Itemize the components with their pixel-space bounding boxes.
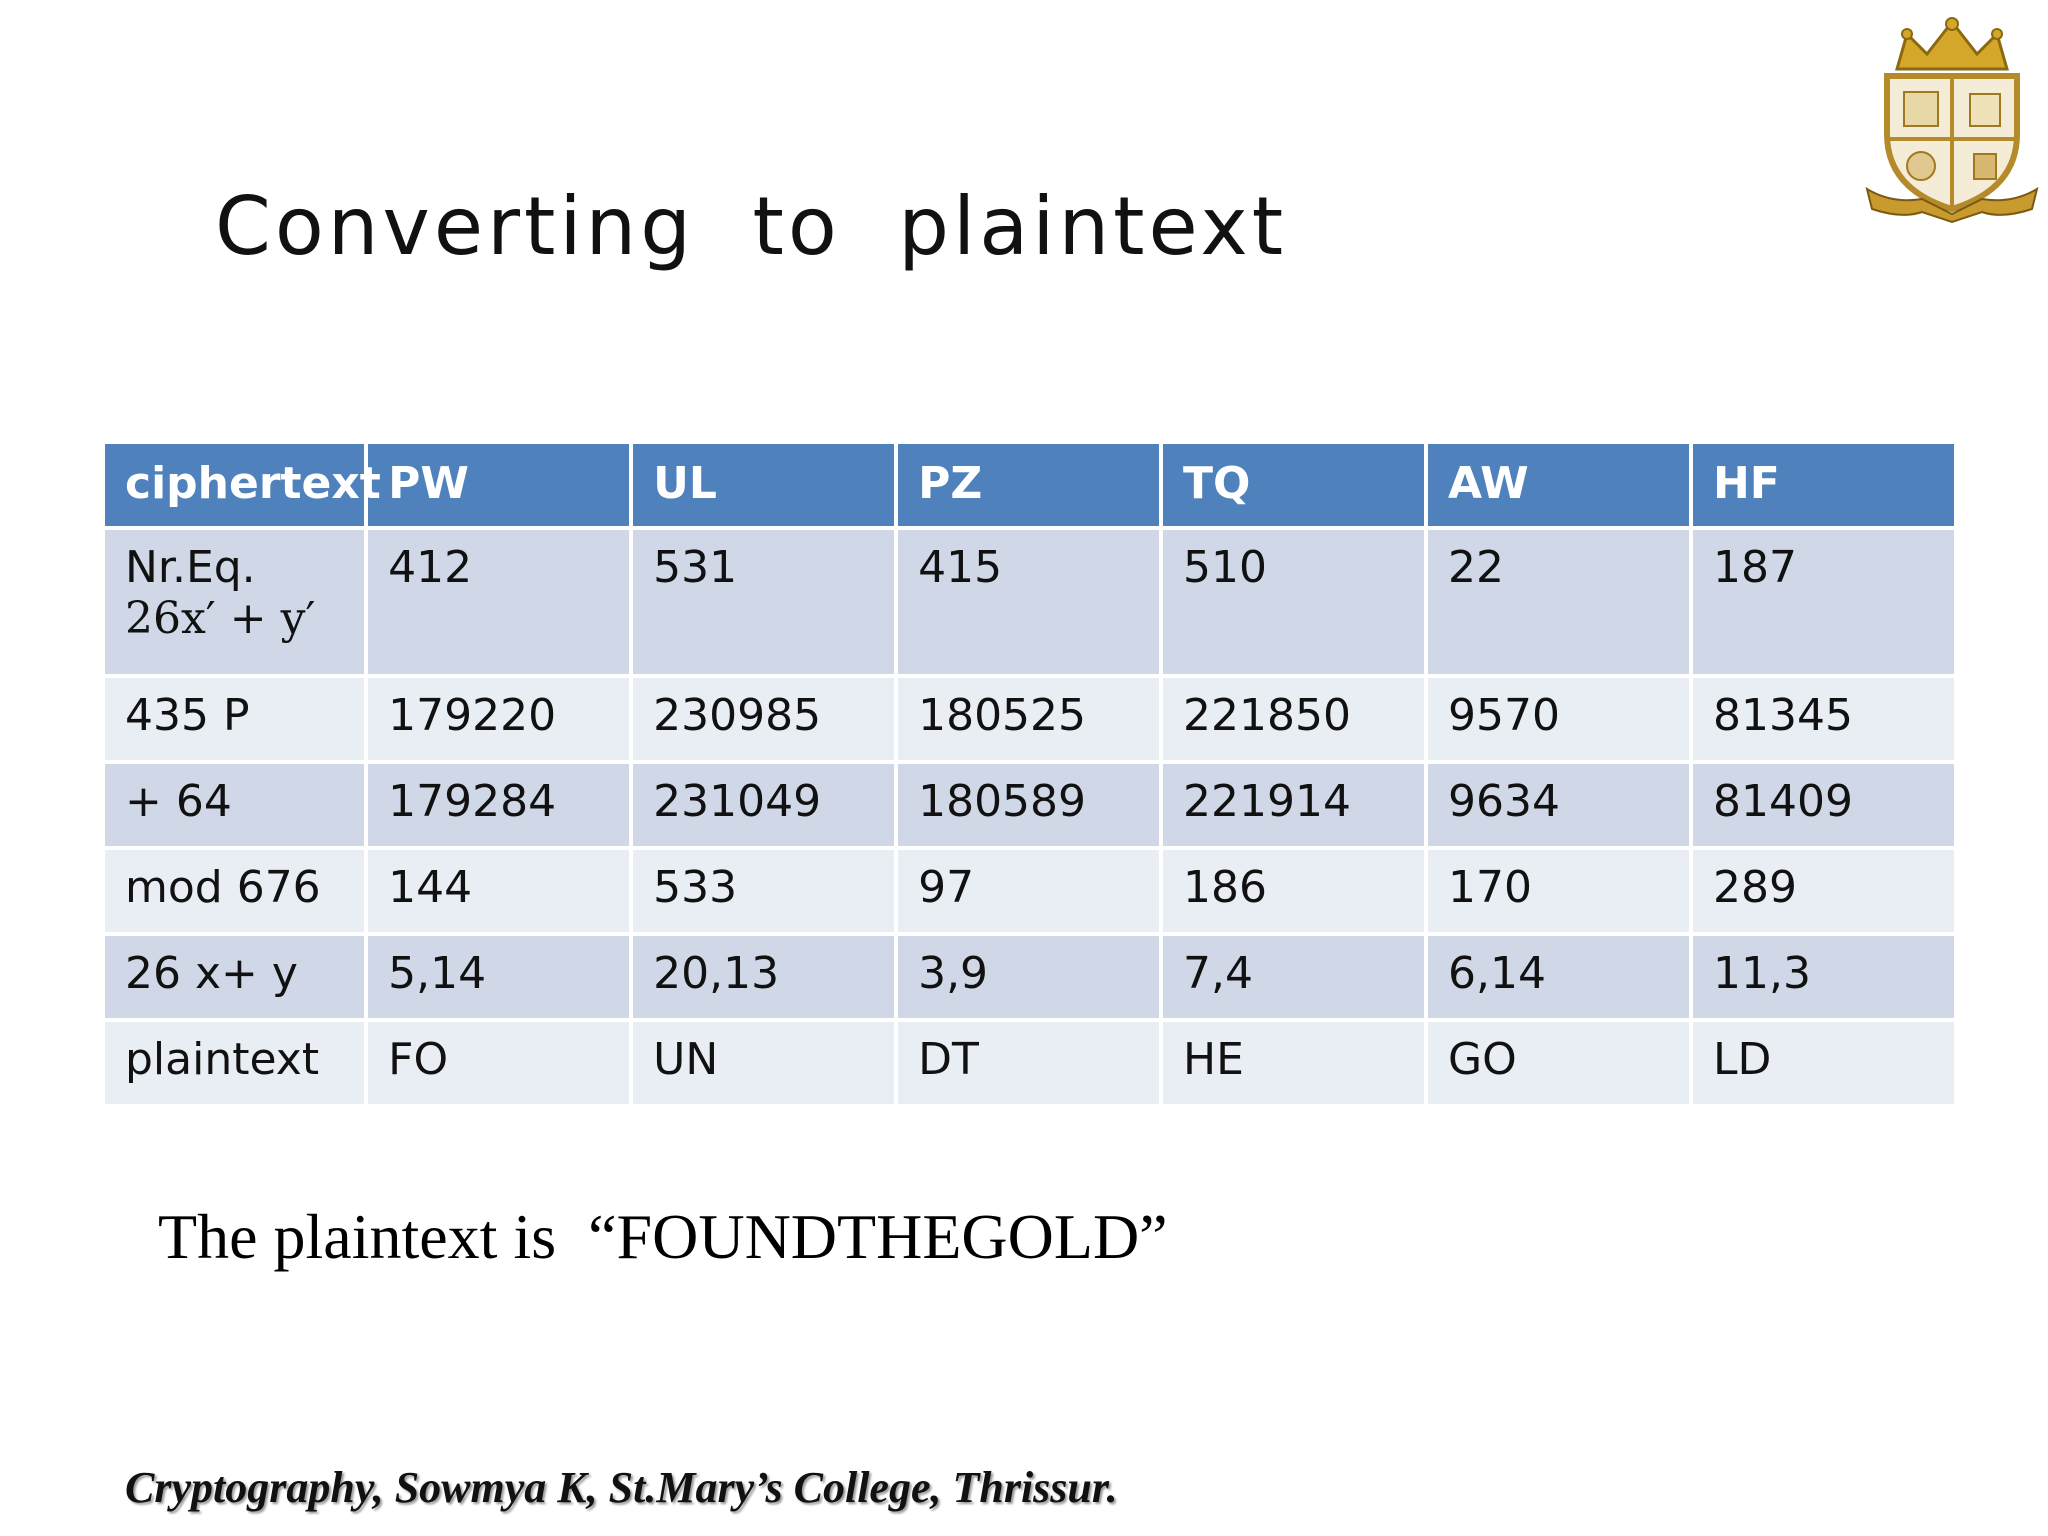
college-crest-icon — [1862, 14, 2042, 224]
table-cell: 510 — [1163, 530, 1424, 678]
table-cell: HE — [1163, 1022, 1424, 1108]
table-cell: 22 — [1428, 530, 1689, 678]
table-row — [105, 850, 1954, 936]
slide-title: Converting to plaintext — [215, 180, 1288, 273]
row-label: 435 P — [105, 678, 364, 764]
table-cell: 180589 — [898, 764, 1159, 850]
table-cell: 289 — [1693, 850, 1954, 936]
cipher-table — [101, 444, 1958, 1108]
table-cell: 9570 — [1428, 678, 1689, 764]
conclusion-text: The plaintext is “FOUNDTHEGOLD” — [158, 1201, 1168, 1272]
table-row — [105, 1022, 1954, 1108]
header-cell: AW — [1428, 444, 1689, 530]
header-cell: ciphertext — [105, 444, 364, 530]
table-cell: 415 — [898, 530, 1159, 678]
table-row — [105, 764, 1954, 850]
table-cell: 179220 — [368, 678, 629, 764]
table-cell: 81409 — [1693, 764, 1954, 850]
table-cell: 7,4 — [1163, 936, 1424, 1022]
header-cell: PZ — [898, 444, 1159, 530]
row-label-text: Nr.Eq. — [125, 542, 256, 593]
table-header-row — [105, 444, 1954, 530]
row-label: + 64 — [105, 764, 364, 850]
row-label: 26 x+ y — [105, 936, 364, 1022]
table-cell: FO — [368, 1022, 629, 1108]
table-cell: 81345 — [1693, 678, 1954, 764]
header-cell: HF — [1693, 444, 1954, 530]
table-cell: 5,14 — [368, 936, 629, 1022]
table-cell: 221914 — [1163, 764, 1424, 850]
table-cell: 3,9 — [898, 936, 1159, 1022]
table-cell: 221850 — [1163, 678, 1424, 764]
table-row — [105, 678, 1954, 764]
table-cell: 187 — [1693, 530, 1954, 678]
row-label: mod 676 — [105, 850, 364, 936]
table-cell: 97 — [898, 850, 1159, 936]
table-cell: UN — [633, 1022, 894, 1108]
table-cell: 6,14 — [1428, 936, 1689, 1022]
table-cell: DT — [898, 1022, 1159, 1108]
table-cell: 186 — [1163, 850, 1424, 936]
row-label: plaintext — [105, 1022, 364, 1108]
header-cell: TQ — [1163, 444, 1424, 530]
table-cell: 20,13 — [633, 936, 894, 1022]
table-cell: 170 — [1428, 850, 1689, 936]
table-cell: 9634 — [1428, 764, 1689, 850]
table-cell: 144 — [368, 850, 629, 936]
table-cell: 180525 — [898, 678, 1159, 764]
table-cell: 231049 — [633, 764, 894, 850]
slide-footer: Cryptography, Sowmya K, St.Mary’s College, Thrissur. — [125, 1463, 1118, 1512]
table-cell: GO — [1428, 1022, 1689, 1108]
table-cell: 230985 — [633, 678, 894, 764]
header-cell: UL — [633, 444, 894, 530]
table-cell: 531 — [633, 530, 894, 678]
table-cell: 412 — [368, 530, 629, 678]
table-cell: LD — [1693, 1022, 1954, 1108]
header-cell: PW — [368, 444, 629, 530]
table-row — [105, 530, 1954, 678]
table-cell: 11,3 — [1693, 936, 1954, 1022]
table-row — [105, 936, 1954, 1022]
row-formula: 26x′ + y′ — [125, 593, 316, 644]
table-cell: 179284 — [368, 764, 629, 850]
table-cell: 533 — [633, 850, 894, 936]
row-label — [105, 530, 364, 678]
